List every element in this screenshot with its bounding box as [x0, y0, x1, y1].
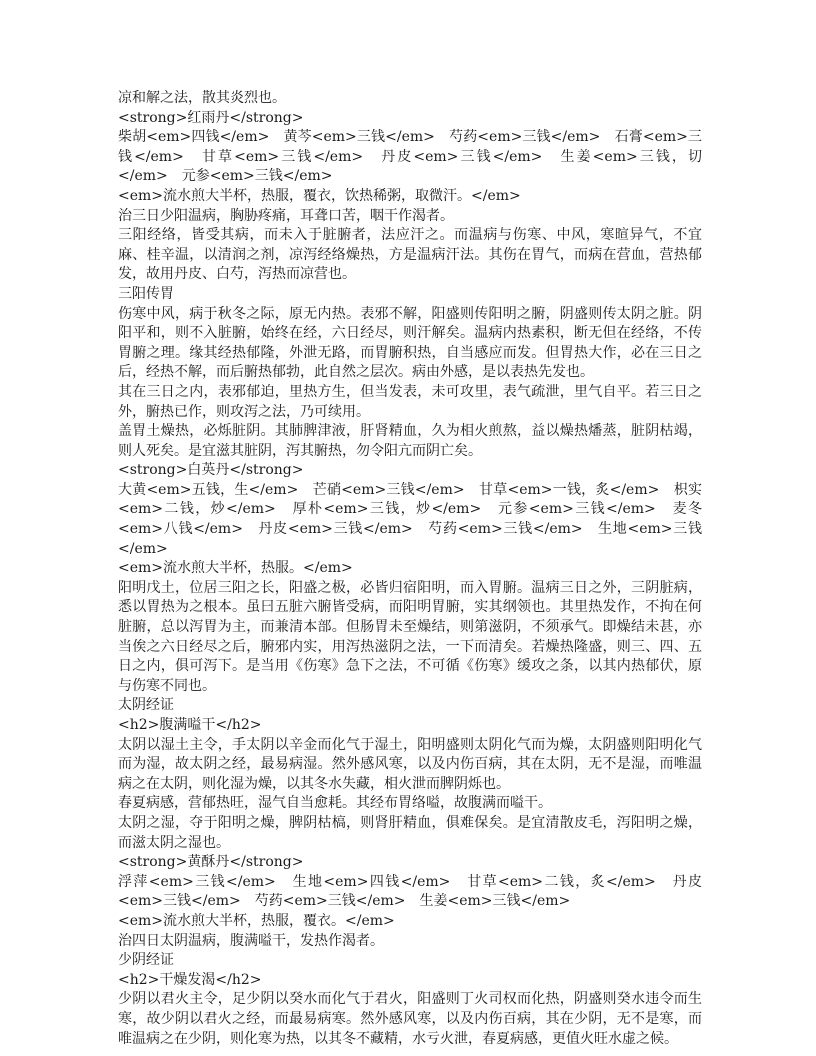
section-heading-sanyang-chuanwei: 三阳传胃 [118, 285, 174, 302]
paragraph-7: 春夏病感，营郁热旺，湿气自当愈耗。其经布胃络嗌，故腹满而嗌干。 [118, 795, 552, 812]
subheading-ganzao-feke: <h2>干燥发渴</h2> [118, 971, 262, 988]
formula-ingredients-hongyudan: 柴胡<em>四钱</em> 黄芩<em>三钱</em> 芍药<em>三钱</em> 石膏<em>三钱</em> 甘草<em>三钱</em> 丹皮<em>三钱</em> 生姜<em>三钱，切</em> 元参<em>三钱</em> [118, 129, 702, 185]
paragraph-4: 盖胃土燥热，必烁脏阴。其肺脾津液，肝肾精血，久为相火煎熬，益以燥热燔蒸，脏阴枯竭，则人死矣。是宜滋其脏阴，泻其腑热，勿令阳亢而阴亡矣。 [118, 423, 702, 459]
formula-ingredients-huangsudan: 浮萍<em>三钱</em> 生地<em>四钱</em> 甘草<em>二钱，炙</em> 丹皮<em>三钱</em> 芍药<em>三钱</em> 生姜<em>三钱</em> [118, 873, 702, 910]
paragraph-8: 太阴之湿，夺于阳明之燥，脾阴枯槁，则肾肝精血，俱难保矣。是宜清散皮毛，泻阳明之燥，而滋太阴之湿也。 [118, 814, 702, 851]
section-heading-shaoyin: 少阴经证 [118, 952, 174, 969]
formula-indication-hongyudan: 治三日少阳温病，胸胁疼痛，耳聋口苦，咽干作渴者。 [118, 207, 454, 224]
document-page [118, 89, 702, 1049]
formula-title-baiyingdan: <strong>白英丹</strong> [118, 462, 304, 479]
section-heading-taiyin: 太阴经证 [118, 697, 174, 714]
formula-title-huangsudan: <strong>黄酥丹</strong> [118, 854, 304, 871]
paragraph-3: 其在三日之内，表邪郁迫，里热方生，但当发表，未可攻里，表气疏泄，里气自平。若三日之外，腑热已作，则攻泻之法，乃可续用。 [118, 383, 702, 420]
formula-indication-huangsudan: 治四日太阴温病，腹满嗌干，发热作渴者。 [118, 932, 384, 949]
formula-preparation-hongyudan: <em>流水煎大半杯，热服，覆衣，饮热稀粥，取微汗。</em> [118, 187, 521, 204]
formula-ingredients-baiyingdan: 大黄<em>五钱，生</em> 芒硝<em>三钱</em> 甘草<em>一钱，炙</em> 枳实<em>二钱，炒</em> 厚朴<em>三钱，炒</em> 元参<em>三钱</em> 麦冬<em>八钱</em> 丹皮<em>三钱</em> 芍药<em>三钱</em> 生地<em>三钱</em> [118, 481, 702, 557]
paragraph-6: 太阴以湿土主令，手太阴以辛金而化气于湿土，阳明盛则太阴化气而为燥，太阴盛则阳明化气而为湿，故太阴之经，最易病湿。然外感风寒，以及内伤百病，其在太阴，无不是湿，而唯温病之在太阴，则化湿为燥，以其冬水失藏，相火泄而脾阴烁也。 [118, 736, 702, 792]
paragraph-2: 伤寒中风，病于秋冬之际，原无内热。表邪不解，阳盛则传阳明之腑，阴盛则传太阴之脏。阴阳平和，则不入脏腑，始终在经，六日经尽，则汗解矣。温病内热素积，断无但在经络，不传胃腑之理。缘其经热郁隆，外泄无路，而胃腑积热，自当感应而发。但胃热大作，必在三日之后，经热不解，而后腑热郁勃，此自然之层次。病由外感，是以表热先发也。 [118, 305, 702, 381]
formula-preparation-huangsudan: <em>流水煎大半杯，热服，覆衣。</em> [118, 912, 395, 929]
subheading-fuman-yigan: <h2>腹满嗌干</h2> [118, 717, 262, 733]
paragraph-commentary-1: 三阳经络，皆受其病，而未入于脏腑者，法应汗之。而温病与伤寒、中风，寒暄异气，不宜麻、桂辛温，以清润之剂，凉泻经络燥热，方是温病汗法。其伤在胃气，而病在营血，营热郁发，故用丹皮、白芍，泻热而凉营也。 [118, 227, 702, 283]
paragraph-9: 少阴以君火主令，足少阴以癸水而化气于君火，阳盛则丁火司权而化热，阴盛则癸水违令而生寒，故少阴以君火之经，而最易病寒。然外感风寒，以及内伤百病，其在少阴，无不是寒，而唯温病之在少阴，则化寒为热，以其冬不藏精，水亏火泄，春夏病感，更值火旺水虚之候。 [118, 991, 702, 1047]
paragraph-1: 凉和解之法，散其炎烈也。 [118, 90, 286, 106]
formula-preparation-baiyingdan: <em>流水煎大半杯，热服。</em> [118, 560, 353, 577]
paragraph-5: 阳明戊土，位居三阳之长，阳盛之极，必皆归宿阳明，而入胃腑。温病三日之外，三阴脏病，悉以胃热为之根本。虽曰五脏六腑皆受病，而阳明胃腑，实其纲领也。其里热发作，不拘在何脏腑，总以泻胃为主，而兼清本部。但肠胃未至燥结，则第滋阴，不须承气。即燥结未甚，亦当俟之六日经尽之后，腑邪内实，用泻热滋阴之法，一下而清矣。若燥热隆盛，则三、四、五日之内，俱可泻下。是当用《伤寒》急下之法，不可循《伤寒》缓攻之条，以其内热郁伏，原与伤寒不同也。 [118, 579, 702, 694]
formula-title-hongyudan: <strong>红雨丹</strong> [118, 109, 304, 126]
